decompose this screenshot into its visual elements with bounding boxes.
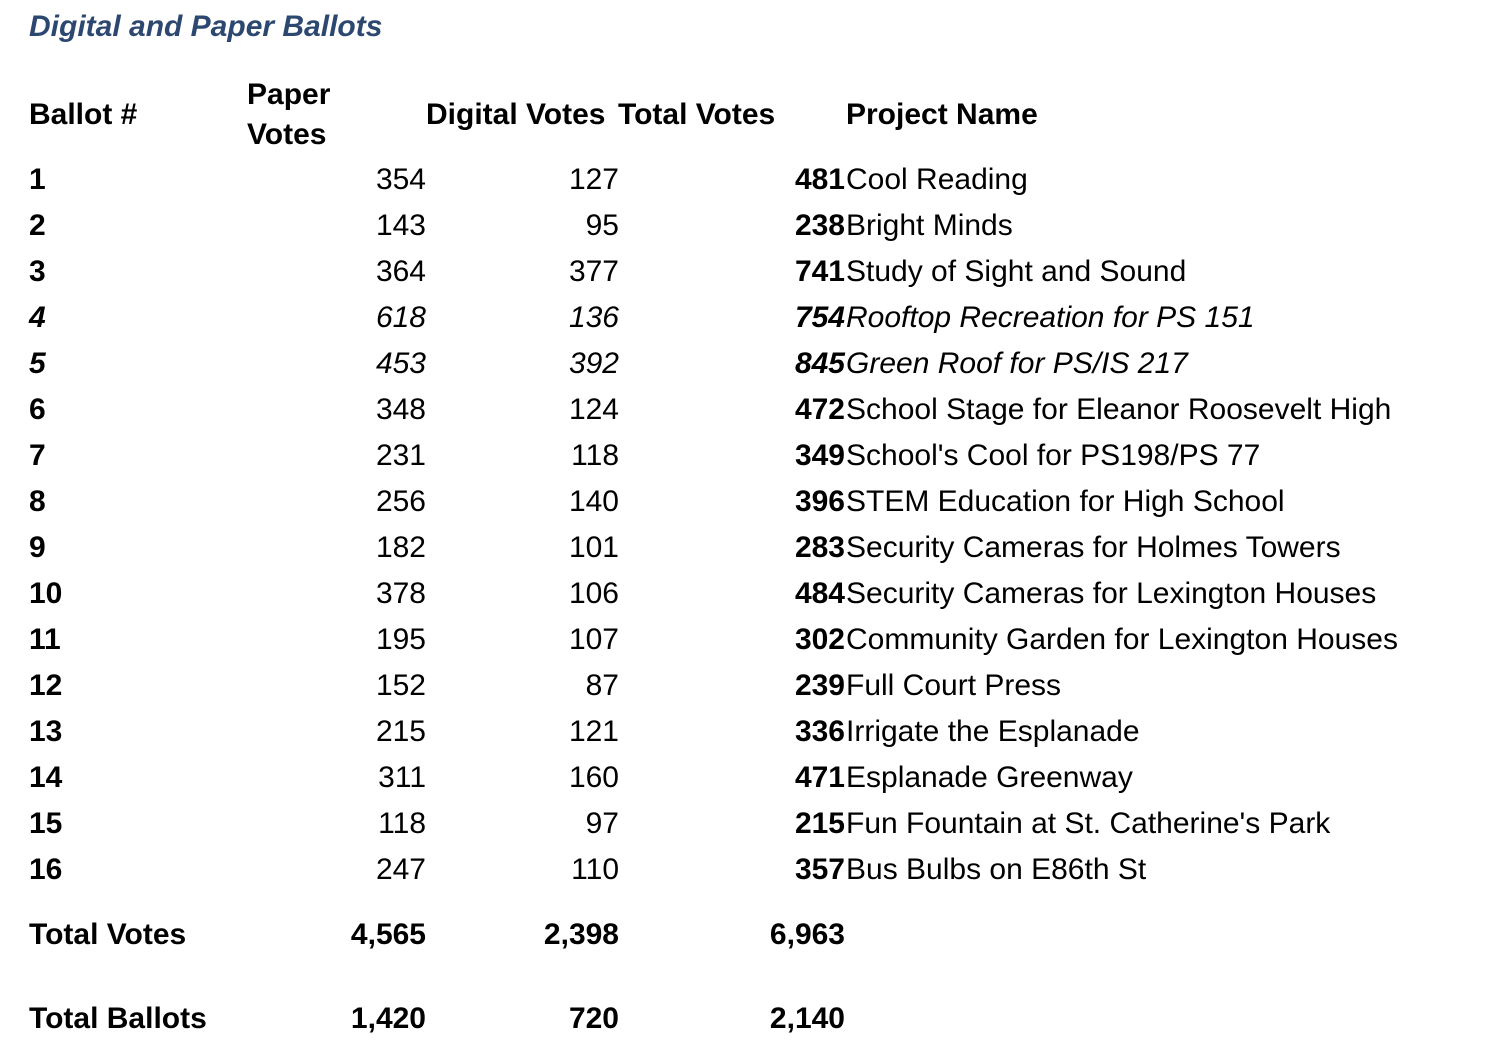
project-name-cell: Study of Sight and Sound	[846, 255, 1187, 288]
ballot-cell: 5	[29, 347, 46, 380]
totals-label: Total Ballots	[29, 1002, 207, 1035]
ballot-cell: 2	[29, 209, 46, 242]
paper-votes-cell: 143	[375, 209, 426, 242]
ballot-cell: 6	[29, 393, 46, 426]
paper-votes-cell: 364	[375, 255, 426, 288]
total-votes-cell: 741	[794, 255, 845, 288]
digital-votes-cell: 127	[568, 163, 619, 196]
total-votes-cell: 215	[794, 807, 845, 840]
ballot-cell: 12	[29, 669, 63, 702]
paper-votes-cell: 247	[375, 853, 426, 886]
digital-votes-cell: 124	[568, 393, 619, 426]
paper-votes-cell: 348	[375, 393, 426, 426]
digital-votes-cell: 160	[568, 761, 619, 794]
paper-votes-cell: 195	[375, 623, 426, 656]
paper-votes-cell: 152	[375, 669, 426, 702]
digital-votes-cell: 392	[568, 347, 619, 380]
paper-votes-cell: 618	[375, 301, 426, 334]
totals-label: Total Votes	[29, 918, 187, 951]
paper-votes-cell: 256	[375, 485, 426, 518]
project-name-cell: School Stage for Eleanor Roosevelt High	[846, 393, 1392, 426]
header-total: Total Votes	[618, 98, 776, 131]
paper-votes-cell: 215	[375, 715, 426, 748]
total-votes-cell: 754	[794, 301, 845, 334]
project-name-cell: Security Cameras for Lexington Houses	[846, 577, 1377, 610]
total-votes-cell: 481	[794, 163, 845, 196]
digital-votes-cell: 97	[585, 807, 619, 840]
project-name-cell: Green Roof for PS/IS 217	[846, 347, 1188, 380]
digital-votes-cell: 110	[571, 853, 619, 886]
ballot-cell: 8	[29, 485, 46, 518]
ballot-cell: 4	[29, 301, 46, 334]
ballot-cell: 13	[29, 715, 63, 748]
totals-digital: 720	[568, 1002, 619, 1035]
paper-votes-cell: 118	[378, 807, 426, 840]
header-ballot: Ballot #	[29, 98, 138, 131]
header-project: Project Name	[846, 98, 1038, 131]
ballot-cell: 10	[29, 577, 63, 610]
paper-votes-cell: 231	[375, 439, 426, 472]
paper-votes-cell: 378	[375, 577, 426, 610]
totals-total: 2,140	[769, 1002, 845, 1035]
ballot-cell: 3	[29, 255, 46, 288]
total-votes-cell: 336	[794, 715, 845, 748]
digital-votes-cell: 140	[568, 485, 619, 518]
ballot-cell: 16	[29, 853, 63, 886]
page-title: Digital and Paper Ballots	[29, 10, 383, 43]
total-votes-cell: 239	[794, 669, 845, 702]
project-name-cell: School's Cool for PS198/PS 77	[846, 439, 1261, 472]
project-name-cell: Irrigate the Esplanade	[846, 715, 1140, 748]
project-name-cell: Esplanade Greenway	[846, 761, 1133, 794]
paper-votes-cell: 311	[378, 761, 426, 794]
totals-total: 6,963	[769, 918, 845, 951]
ballot-cell: 9	[29, 531, 46, 564]
ballot-cell: 1	[29, 163, 46, 196]
project-name-cell: STEM Education for High School	[846, 485, 1285, 518]
ballot-cell: 15	[29, 807, 63, 840]
total-votes-cell: 283	[794, 531, 845, 564]
total-votes-cell: 357	[794, 853, 845, 886]
paper-votes-cell: 354	[375, 163, 426, 196]
project-name-cell: Bus Bulbs on E86th St	[846, 853, 1147, 886]
header-digital: Digital Votes	[426, 98, 606, 131]
total-votes-cell: 238	[794, 209, 845, 242]
project-name-cell: Community Garden for Lexington Houses	[846, 623, 1398, 656]
digital-votes-cell: 121	[568, 715, 619, 748]
digital-votes-cell: 95	[585, 209, 619, 242]
digital-votes-cell: 101	[568, 531, 619, 564]
project-name-cell: Bright Minds	[846, 209, 1013, 242]
project-name-cell: Full Court Press	[846, 669, 1062, 702]
total-votes-cell: 349	[794, 439, 845, 472]
digital-votes-cell: 107	[568, 623, 619, 656]
totals-paper: 4,565	[350, 918, 426, 951]
totals-digital: 2,398	[543, 918, 619, 951]
header-paper-line1: Paper	[247, 78, 331, 111]
totals-paper: 1,420	[350, 1002, 426, 1035]
project-name-cell: Fun Fountain at St. Catherine's Park	[846, 807, 1331, 840]
total-votes-cell: 484	[794, 577, 845, 610]
total-votes-cell: 472	[794, 393, 845, 426]
total-votes-cell: 845	[794, 347, 845, 380]
digital-votes-cell: 87	[585, 669, 619, 702]
digital-votes-cell: 136	[568, 301, 619, 334]
header-paper-line2: Votes	[247, 118, 327, 151]
project-name-cell: Cool Reading	[846, 163, 1028, 196]
paper-votes-cell: 182	[375, 531, 426, 564]
project-name-cell: Security Cameras for Holmes Towers	[846, 531, 1341, 564]
digital-votes-cell: 377	[568, 255, 619, 288]
project-name-cell: Rooftop Recreation for PS 151	[846, 301, 1255, 334]
total-votes-cell: 396	[794, 485, 845, 518]
ballot-cell: 7	[29, 439, 46, 472]
ballot-cell: 14	[29, 761, 63, 794]
paper-votes-cell: 453	[375, 347, 426, 380]
digital-votes-cell: 106	[568, 577, 619, 610]
ballot-cell: 11	[29, 623, 61, 656]
digital-votes-cell: 118	[571, 439, 619, 472]
total-votes-cell: 471	[794, 761, 845, 794]
total-votes-cell: 302	[794, 623, 845, 656]
